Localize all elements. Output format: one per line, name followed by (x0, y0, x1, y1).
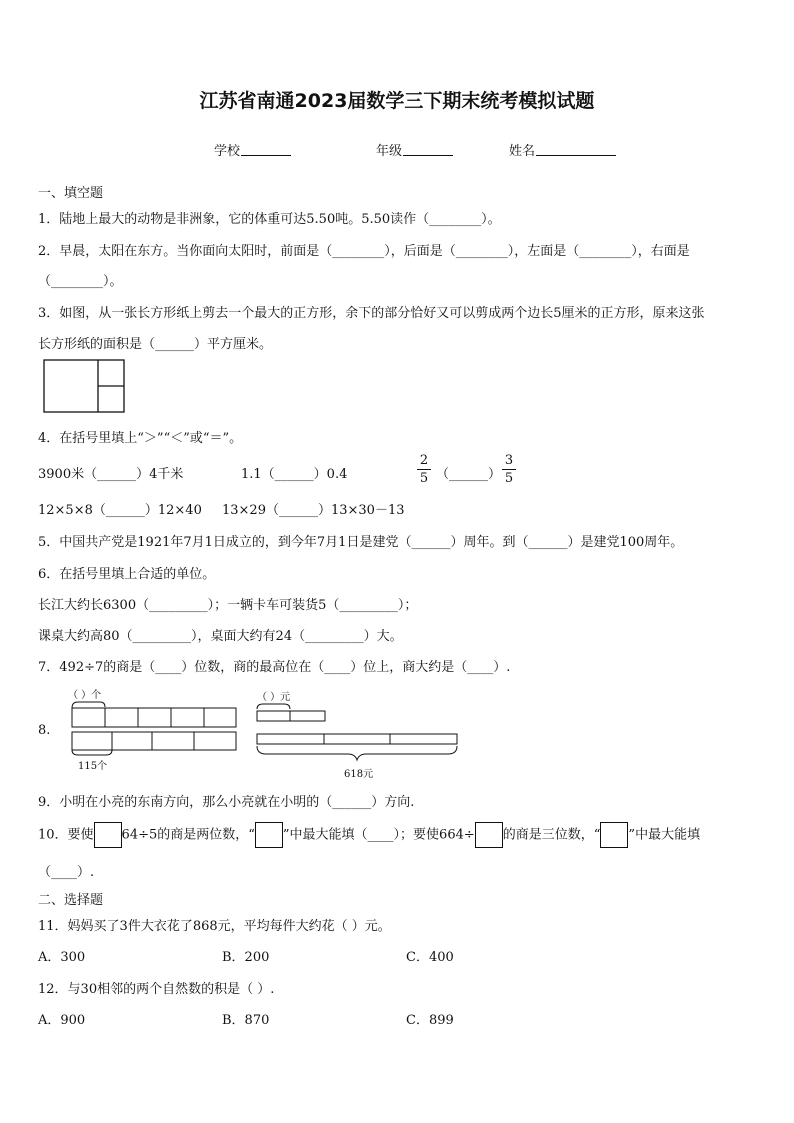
school-field (214, 140, 291, 159)
q8-left-bottom-label: 115个 (78, 761, 108, 772)
question-5: 5．中国共产党是1921年7月1日成立的，到今年7月1日是建党（______）周年。到（______）是建党100周年。 (38, 535, 684, 550)
fraction-numerator: 2 (417, 452, 431, 470)
q10-part1: 10．要使 (38, 827, 94, 843)
question-2-line2: （________）。 (38, 274, 123, 289)
q12-option-b: B．870 (222, 1013, 270, 1028)
q4-item-c-blank: （______） (436, 467, 502, 482)
fraction-three-fifths (502, 452, 516, 487)
school-label: 学校 (214, 144, 241, 159)
question-10-line1 (38, 822, 700, 848)
question-6-line2: 课桌大约高80（_________），桌面大约有24（_________）大。 (38, 629, 403, 644)
q10-part2: 64÷5的商是两位数，“ (121, 827, 255, 843)
name-blank (536, 143, 616, 156)
fraction-numerator: 3 (502, 452, 516, 470)
q12-option-c: C．899 (406, 1013, 454, 1028)
q4-item-b: 1.1（______）0.4 (241, 467, 348, 482)
top-bar (257, 711, 325, 721)
section-fill-blank: 一、填空题 (38, 186, 104, 201)
q4-item-a: 3900米（______）4千米 (38, 467, 184, 482)
q11-option-a: A．300 (38, 950, 86, 965)
grade-field (376, 140, 453, 159)
bar-diagram-left (68, 698, 240, 758)
bottom-brace (257, 746, 457, 760)
q10-part3: ”中最大能填（____）；要使664÷ (282, 827, 475, 843)
digit-box (600, 822, 628, 848)
fraction-two-fifths (417, 452, 431, 487)
question-7: 7．492÷7的商是（____）位数，商的最高位在（____）位上，商大约是（____）. (38, 660, 511, 675)
name-field (509, 140, 616, 159)
question-4: 4．在括号里填上“＞”“＜”或“＝”。 (38, 431, 243, 446)
bar-diagram-right (254, 700, 462, 766)
question-8-label: 8. (38, 723, 51, 738)
q4-item-d: 12×5×8（______）12×40 (38, 503, 202, 518)
grade-label: 年级 (376, 144, 403, 159)
question-10-line2: （____）. (38, 865, 95, 880)
question-11: 11．妈妈买了3件大衣花了868元，平均每件大约花（ ）元。 (38, 919, 391, 934)
bottom-bar (257, 734, 457, 744)
fraction-denominator: 5 (419, 471, 429, 486)
digit-box (475, 822, 503, 848)
question-3-line1: 3．如图，从一张长方形纸上剪去一个最大的正方形，余下的部分恰好又可以剪成两个边长5厘米的正方形，原来这张 (38, 306, 705, 321)
top-brace (257, 704, 290, 709)
grade-blank (403, 143, 453, 156)
question-1: 1．陆地上最大的动物是非洲象，它的体重可达5.50吨。5.50读作（________）。 (38, 212, 501, 227)
q4-item-e: 13×29（______）13×30－13 (222, 503, 405, 518)
q11-option-c: C．400 (406, 950, 454, 965)
school-blank (241, 143, 291, 156)
digit-box (255, 822, 283, 848)
bottom-brace (72, 750, 112, 755)
question-6-line1: 长江大约长6300（_________）；一辆卡车可装货5（_________）； (38, 598, 418, 613)
bottom-bar (72, 732, 236, 750)
q10-part5: ”中最大能填 (628, 827, 701, 843)
q8-right-top-label: （ ）元 (257, 692, 291, 703)
fraction-denominator: 5 (504, 471, 514, 486)
digit-box (94, 822, 122, 848)
name-label: 姓名 (509, 144, 536, 159)
question-9: 9．小明在小亮的东南方向，那么小亮就在小明的（______）方向. (38, 795, 415, 810)
q11-option-b: B．200 (222, 950, 270, 965)
q10-part4: 的商是三位数，“ (502, 827, 601, 843)
top-bar (72, 708, 236, 727)
section-multiple-choice: 二、选择题 (38, 893, 104, 908)
question-12: 12．与30相邻的两个自然数的积是（ ）. (38, 982, 275, 997)
top-brace (72, 702, 105, 708)
question-6: 6．在括号里填上合适的单位。 (38, 567, 216, 582)
q8-left-top-label: （ ）个 (68, 690, 102, 701)
rectangle-diagram (43, 359, 127, 415)
question-2-line1: 2．早晨，太阳在东方。当你面向太阳时，前面是（________），后面是（________），左面是（________），右面是 (38, 244, 690, 259)
q12-option-a: A．900 (38, 1013, 86, 1028)
question-3-line2: 长方形纸的面积是（______）平方厘米。 (38, 337, 273, 352)
page-title: 江苏省南通2023届数学三下期末统考模拟试题 (199, 90, 595, 112)
q8-right-bottom-label: 618元 (344, 769, 374, 780)
